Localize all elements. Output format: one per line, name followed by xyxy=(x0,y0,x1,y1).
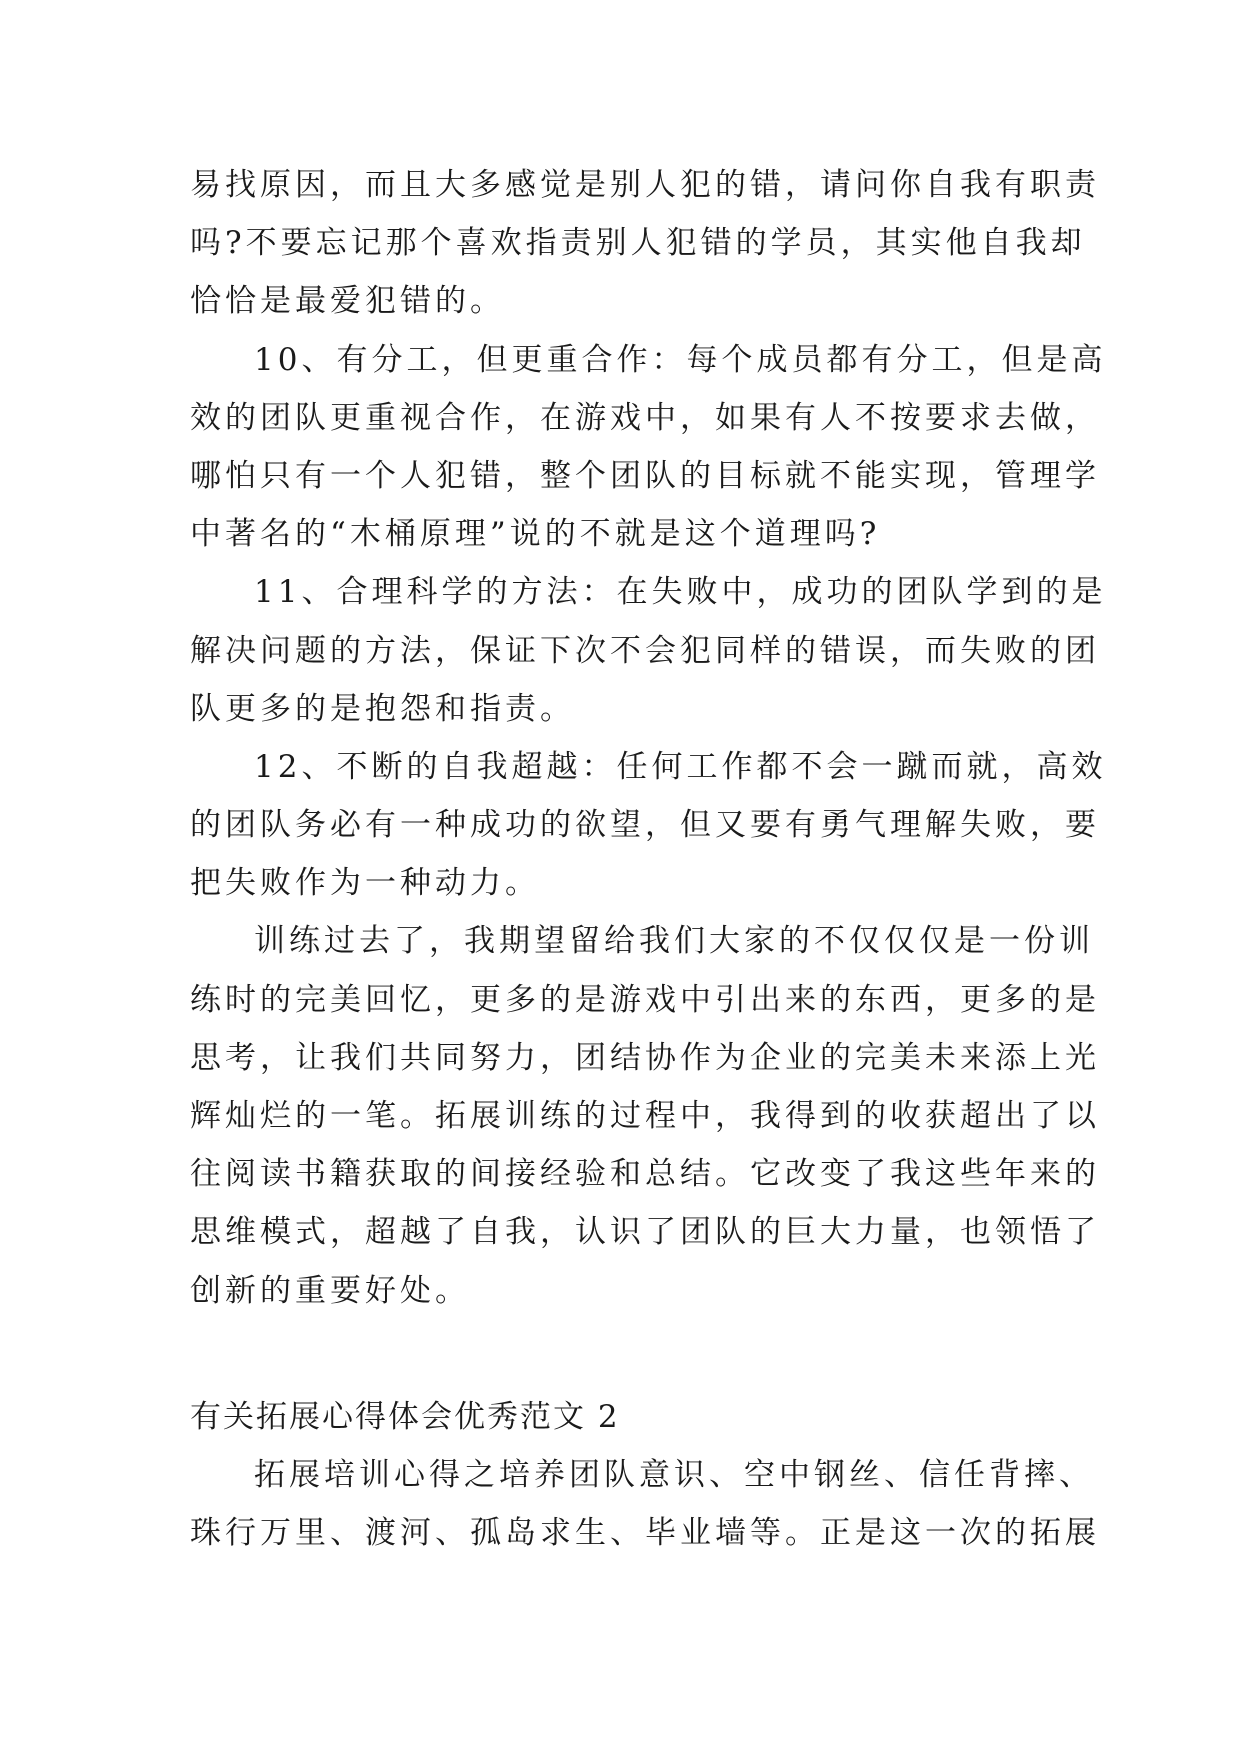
paragraph-start-line: 12、不断的自我超越：任何工作都不会一蹴而就，高效 xyxy=(254,748,1107,785)
body-text-block-1 xyxy=(190,156,1107,1320)
text-line: 哪怕只有一个人犯错，整个团队的目标就不能实现，管理学 xyxy=(190,457,1100,494)
text-line: 练时的完美回忆，更多的是游戏中引出来的东西，更多的是 xyxy=(190,981,1100,1018)
text-line: 珠行万里、渡河、孤岛求生、毕业墙等。正是这一次的拓展 xyxy=(190,1515,1100,1552)
text-line: 易找原因，而且大多感觉是别人犯的错，请问你自我有职责 xyxy=(190,167,1100,203)
body-text-block-2 xyxy=(190,1388,1100,1563)
text-line: 队更多的是抱怨和指责。 xyxy=(190,690,575,727)
section-heading: 有关拓展心得体会优秀范文 2 xyxy=(190,1399,620,1435)
text-line: 思考，让我们共同努力，团结协作为企业的完美未来添上光 xyxy=(190,1039,1100,1076)
text-line: 吗?不要忘记那个喜欢指责别人犯错的学员，其实他自我却 xyxy=(190,225,1086,262)
text-line: 创新的重要好处。 xyxy=(190,1272,470,1309)
text-line: 辉灿烂的一笔。拓展训练的过程中，我得到的收获超出了以 xyxy=(190,1098,1100,1134)
paragraph-start-line: 拓展培训心得之培养团队意识、空中钢丝、信任背摔、 xyxy=(254,1457,1094,1494)
paragraph-start-line: 训练过去了，我期望留给我们大家的不仅仅仅是一份训 xyxy=(254,923,1094,960)
text-line: 的团队务必有一种成功的欲望，但又要有勇气理解失败，要 xyxy=(190,807,1100,844)
text-line: 中著名的“木桶原理”说的不就是这个道理吗? xyxy=(190,516,881,553)
text-line: 恰恰是最爱犯错的。 xyxy=(190,283,505,320)
paragraph-start-line: 11、合理科学的方法：在失败中，成功的团队学到的是 xyxy=(254,574,1107,611)
text-line: 往阅读书籍获取的间接经验和总结。它改变了我这些年来的 xyxy=(190,1156,1100,1193)
text-line: 解决问题的方法，保证下次不会犯同样的错误，而失败的团 xyxy=(190,632,1100,669)
text-line: 思维模式，超越了自我，认识了团队的巨大力量，也领悟了 xyxy=(190,1214,1100,1251)
text-line: 把失败作为一种动力。 xyxy=(190,865,540,902)
paragraph-start-line: 10、有分工，但更重合作：每个成员都有分工，但是高 xyxy=(254,341,1107,378)
text-line: 效的团队更重视合作，在游戏中，如果有人不按要求去做， xyxy=(190,399,1100,436)
